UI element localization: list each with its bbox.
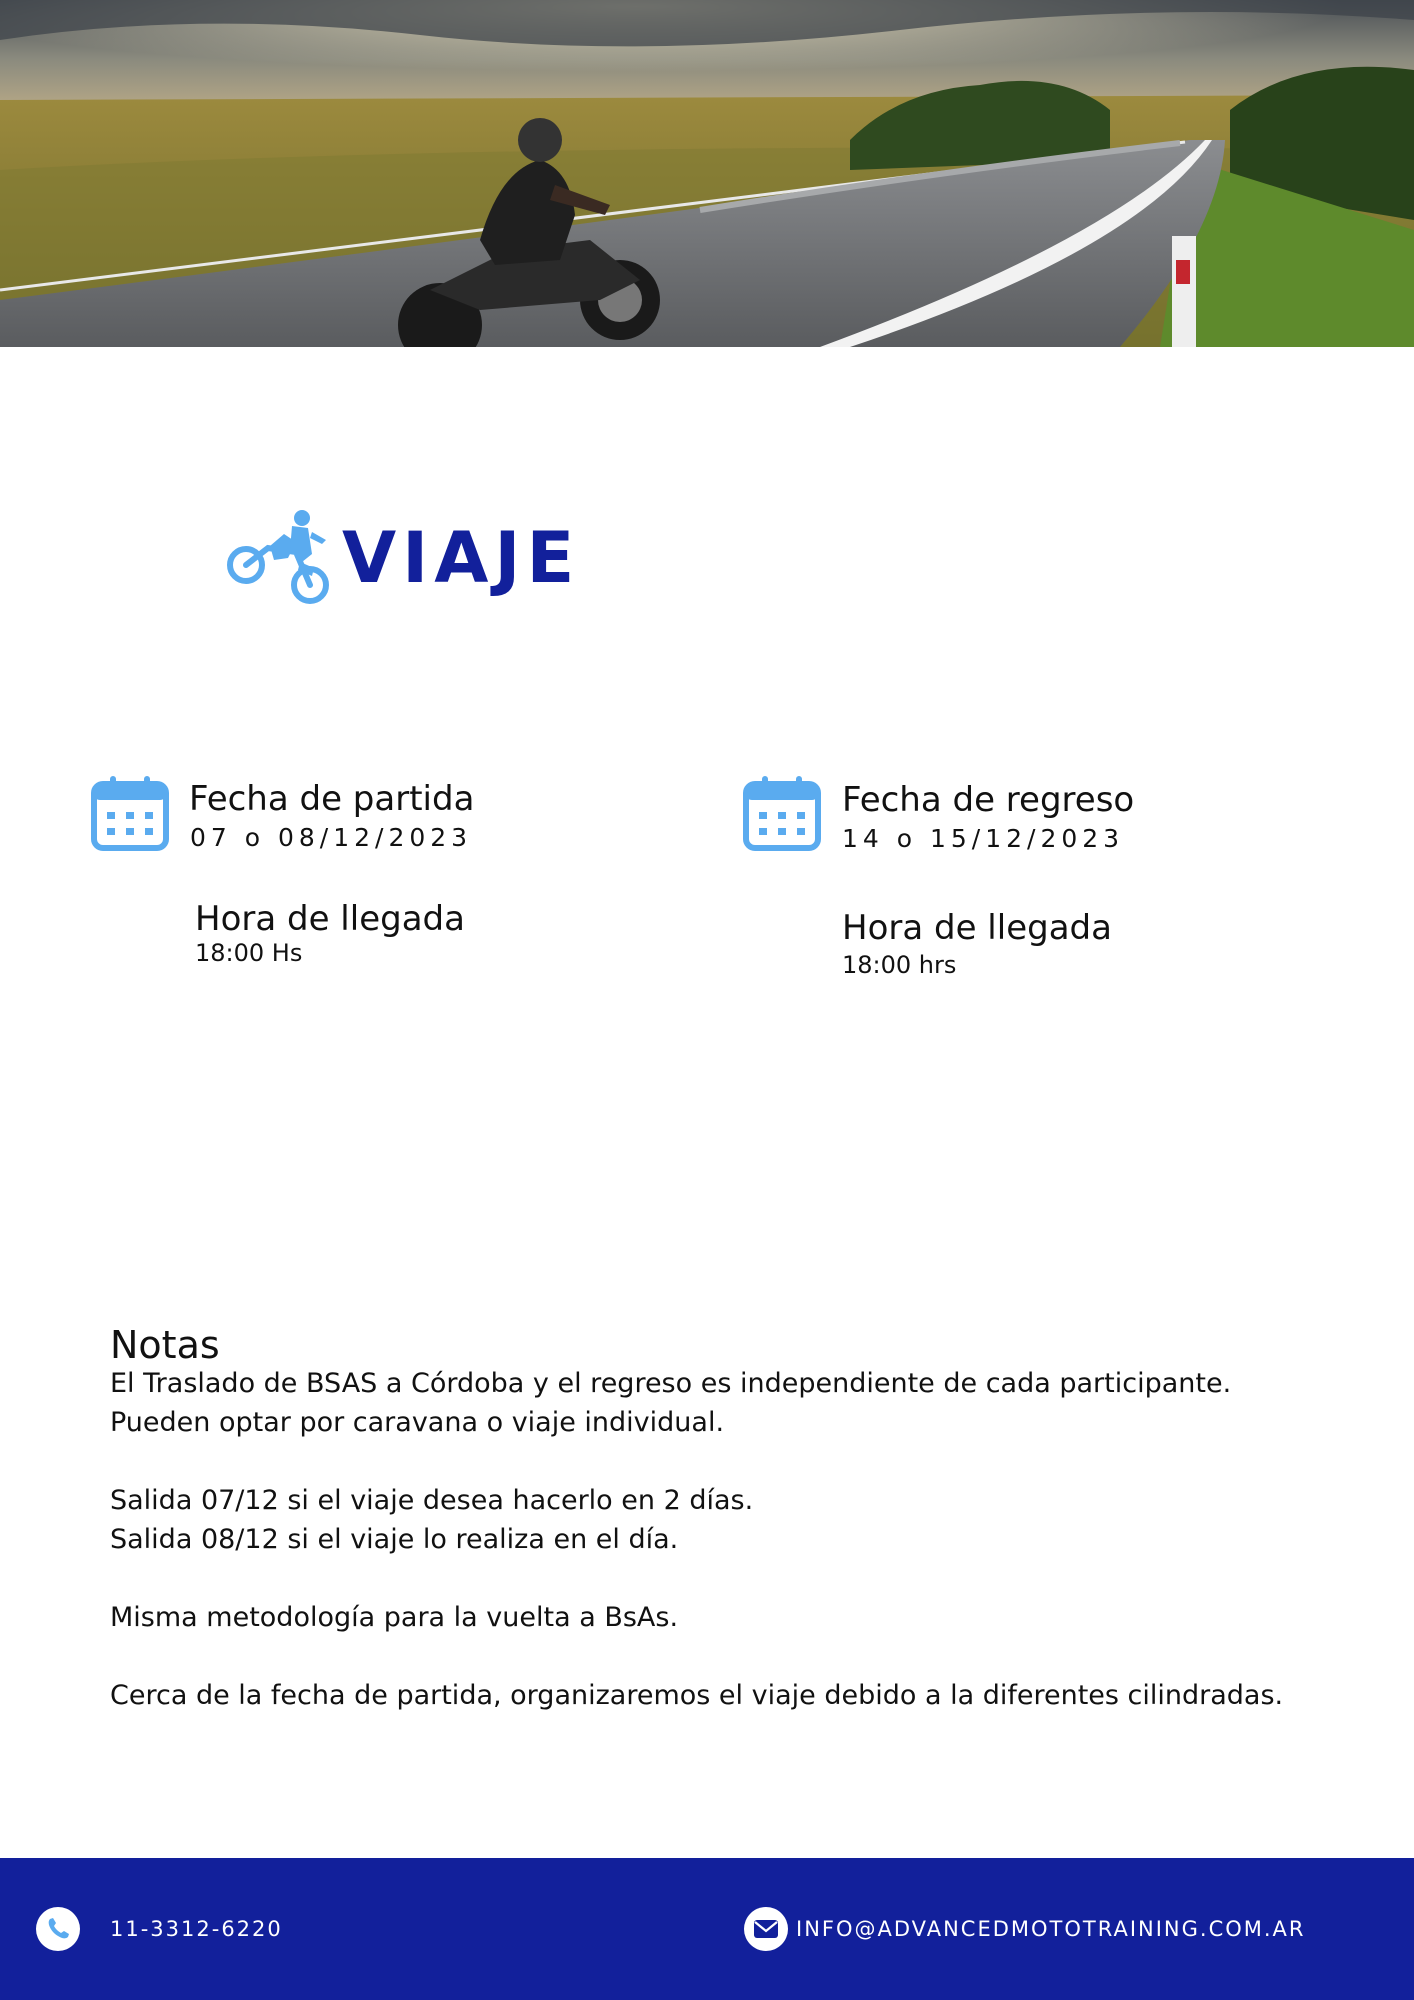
departure-date: 07 o 08/12/2023 (190, 823, 473, 852)
departure-arrival-time: 18:00 Hs (195, 939, 303, 967)
notes-body (110, 1364, 1310, 1715)
section-title (226, 510, 580, 606)
notes-paragraph: Misma metodología para la vuelta a BsAs. (110, 1602, 679, 1633)
dirt-bike-icon (226, 510, 330, 606)
footer-phone[interactable]: 11-3312-6220 (110, 1917, 283, 1941)
return-arrival-time: 18:00 hrs (842, 951, 957, 979)
calendar-icon (90, 776, 170, 852)
footer-email[interactable]: INFO@ADVANCEDMOTOTRAINING.COM.AR (796, 1917, 1306, 1941)
notes-paragraph: Cerca de la fecha de partida, organizaremos el viaje debido a la diferentes cilindradas. (110, 1680, 1284, 1711)
return-label: Fecha de regreso (842, 780, 1135, 820)
return-date: 14 o 15/12/2023 (842, 824, 1125, 853)
phone-icon (36, 1907, 80, 1951)
hero-image (0, 0, 1414, 347)
departure-arrival-label: Hora de llegada (195, 899, 465, 939)
notes-paragraph: El Traslado de BSAS a Córdoba y el regreso es independiente de cada participante. Pueden optar por caravana o viaje individual. (110, 1368, 1232, 1438)
notes-paragraph: Salida 08/12 si el viaje lo realiza en el día. (110, 1524, 679, 1555)
notes-paragraph: Salida 07/12 si el viaje desea hacerlo en 2 días. (110, 1485, 754, 1516)
departure-label: Fecha de partida (189, 779, 475, 819)
calendar-icon (742, 776, 822, 852)
notes-title: Notas (110, 1323, 220, 1367)
email-icon (744, 1907, 788, 1951)
return-arrival-label: Hora de llegada (842, 908, 1112, 948)
footer (0, 1858, 1414, 2000)
page-title: VIAJE (342, 517, 581, 599)
motorcycle-road-photo (0, 0, 1414, 347)
